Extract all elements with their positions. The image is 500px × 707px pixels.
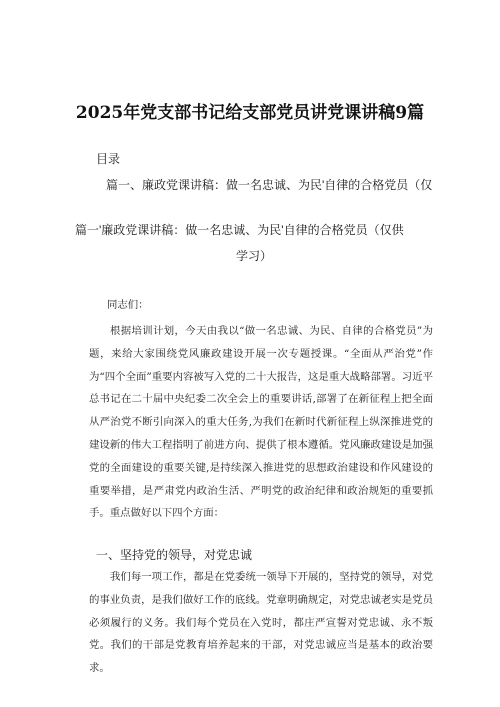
section-title-line-1: 篇一'廉政党课讲稿：做一名忠诚、为民'自律的合格党员（仅供 [75,223,404,237]
body-paragraph-2: 我们每一项工作，都是在党委统一领导下开展的，坚持党的领导，对党的事业负责，是我们做好工作的底线。党章明确规定，对党忠诚老实是党员必须履行的义务。我们每个党员在入党时，都庄严宣誓对党忠诚、永不叛党。我们的干部是党教育培养起来的干部，对党忠诚应当是基本的政治要求。 [89,571,433,675]
toc-item[interactable]: 篇一、廉政党课讲稿：做一名忠诚、为民'自律的合格党员（仅 [106,178,433,192]
document-title: 2025年党支部书记给支部党员讲党课讲稿9篇 [75,103,425,123]
section-heading-1: 一、坚持党的领导，对党忠诚 [96,548,253,562]
toc-heading: 目录 [96,152,121,166]
salutation: 同志们： [107,299,149,311]
body-paragraph-1: 根据培训计划，今天由我以“做一名忠诚、为民、自律的合格党员”为题，来给大家围绕党风廉政建设开展一次专题授课。“全面从严治党”作为“四个全面”重要内容被写入党的二十大报告，这是重大战略部署。习近平总书记在二十届中央纪委二次全会上的重要讲话,部署了在新征程上把全面从严治党不断引向深入的重大任务,为我们在新时代新征程上纵深推进党的建设新的伟大工程指明了前进方向、提供了根本遵循。党风廉政建设是加强党的全面建设的重要关键,是持续深入推进党的思想政治建设和作风建设的重要举措，是严肃党内政治生活、严明党的政治纪律和政治规矩的重要抓手。重点做好以下四个方面： [89,325,433,520]
section-title-line-2: 学习） [236,249,273,263]
